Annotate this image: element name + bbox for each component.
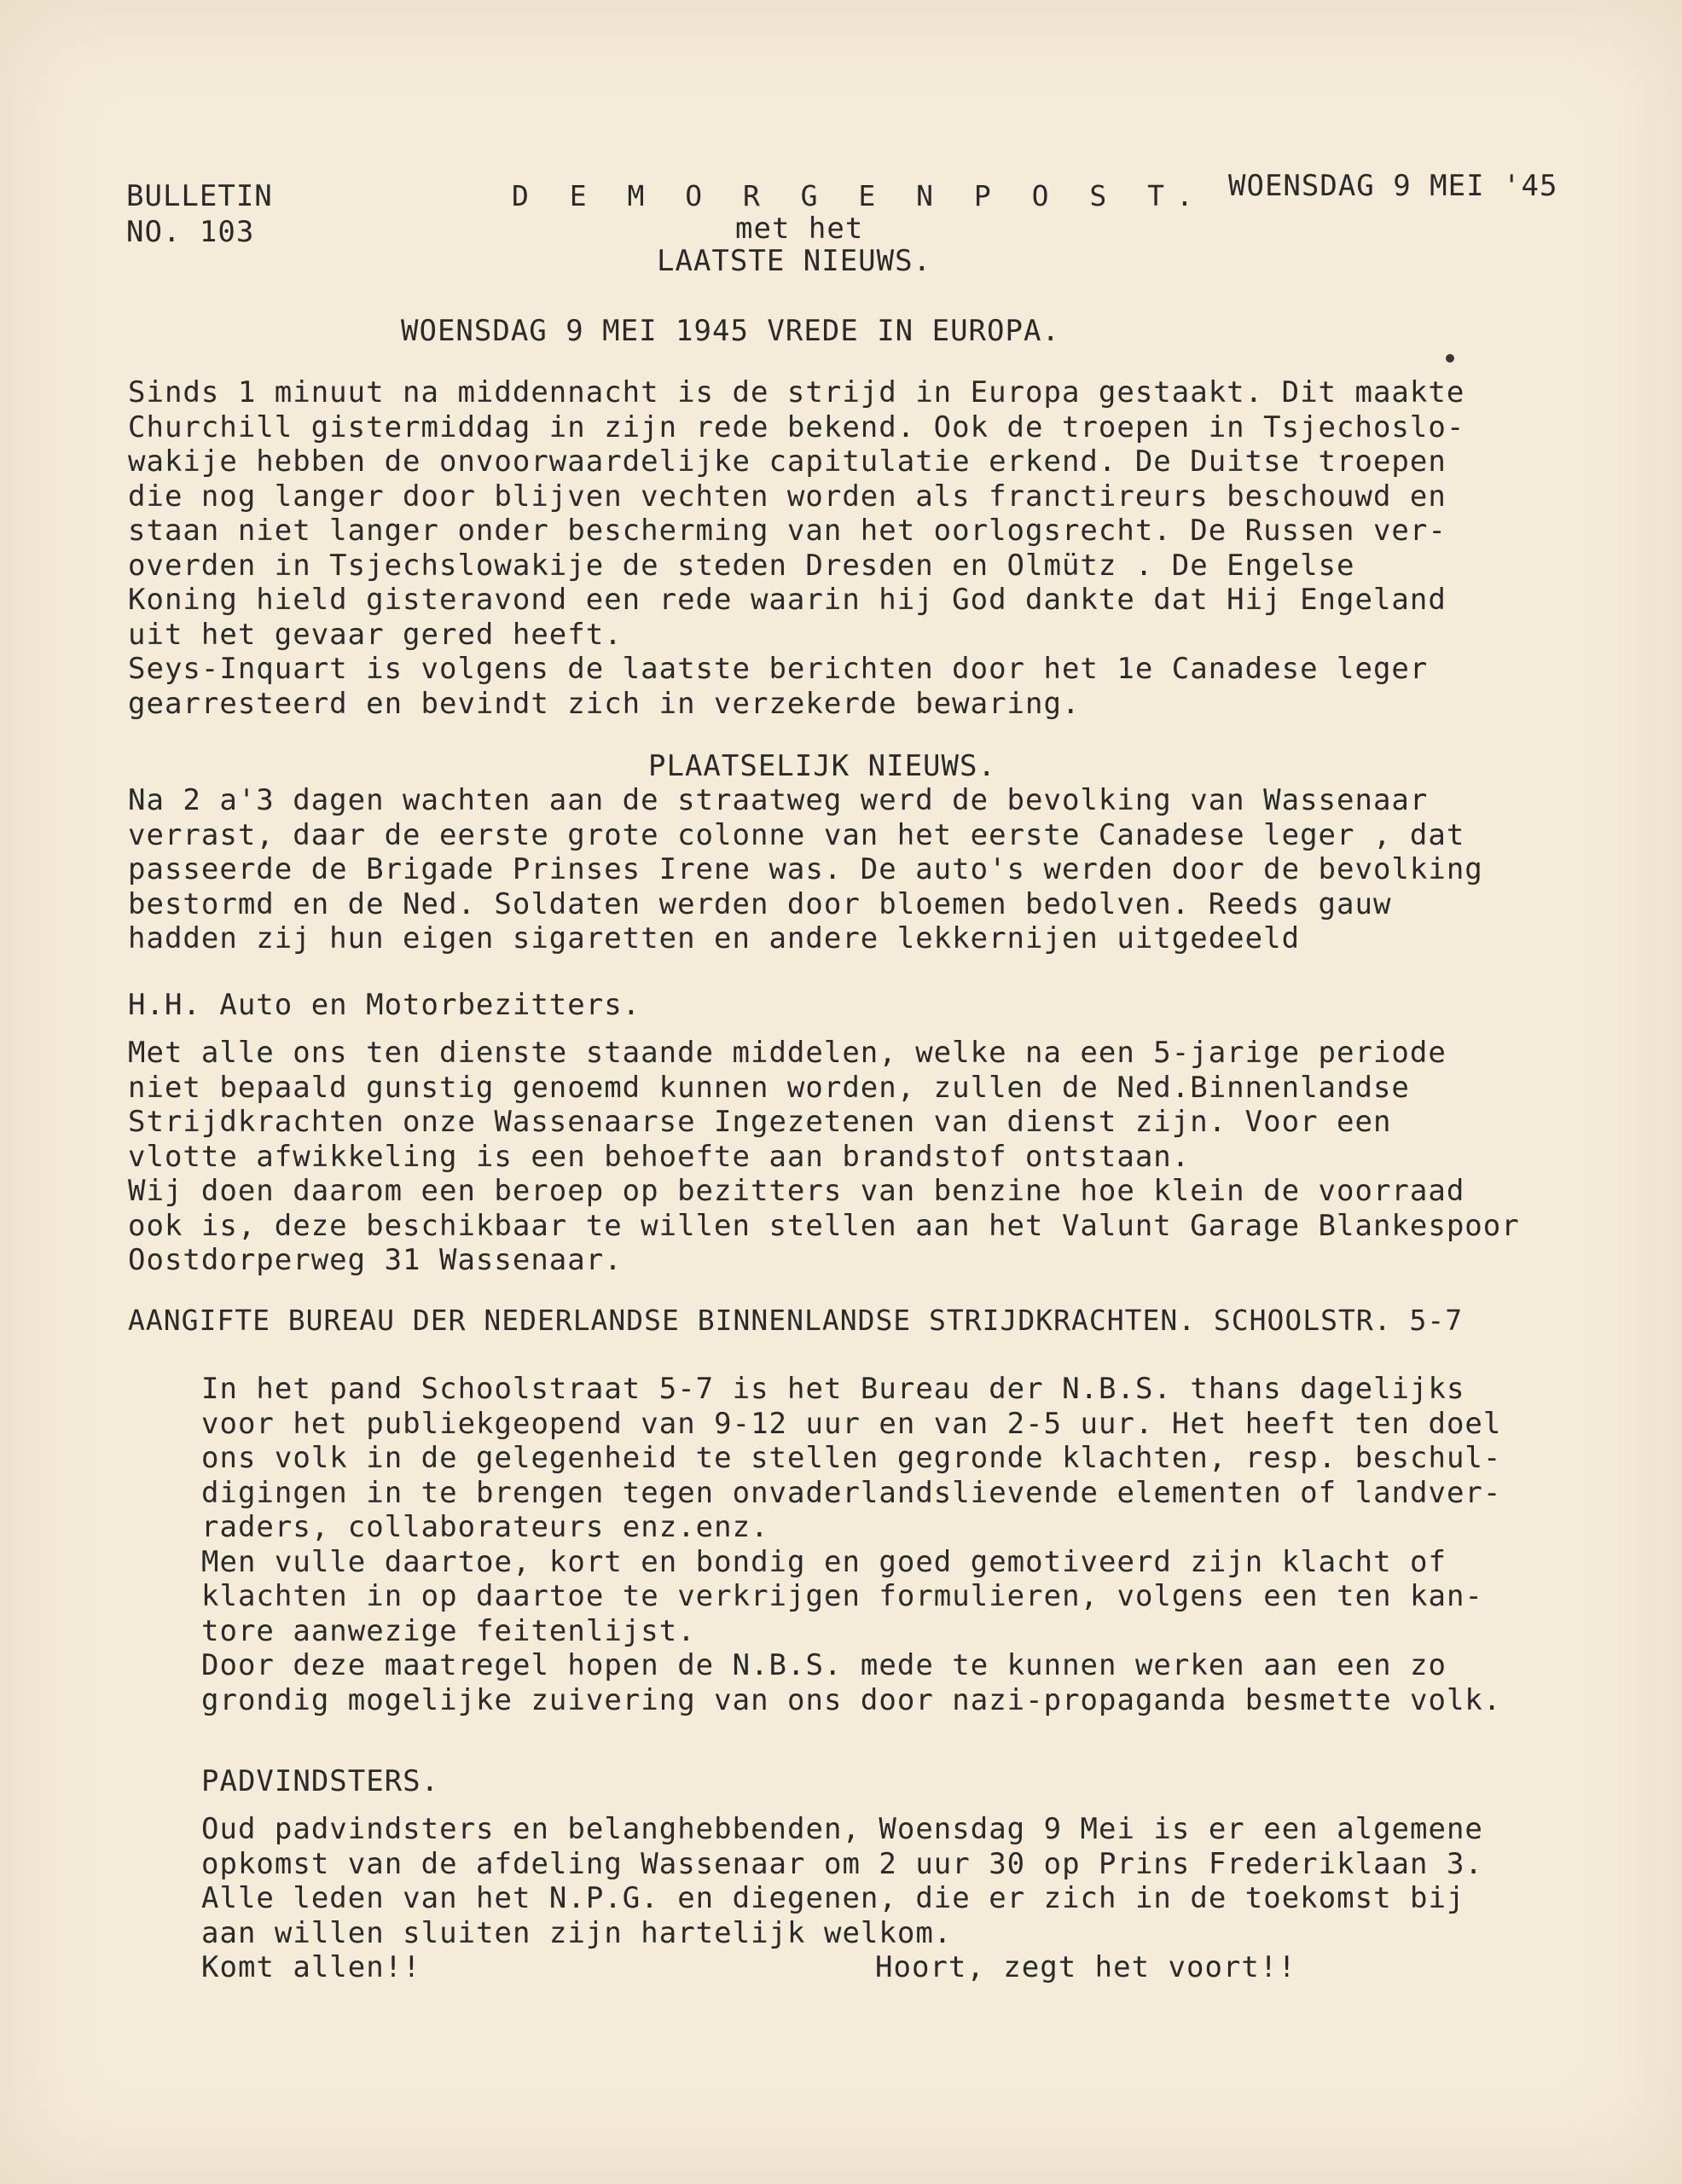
article-line: hadden zij hun eigen sigaretten en andere lekkernijen uitgedeeld	[128, 921, 1301, 956]
article-line: die nog langer door blijven vechten worden als franctireurs beschouwd en	[128, 479, 1447, 514]
masthead-date: WOENSDAG 9 MEI '45	[1228, 169, 1558, 203]
article-line: Door deze maatregel hopen de N.B.S. mede te kunnen werken aan een zo	[201, 1648, 1447, 1682]
bureau-heading: AANGIFTE BUREAU DER NEDERLANDSE BINNENLANDSE STRIJDKRACHTEN. SCHOOLSTR. 5-7	[128, 1304, 1464, 1337]
article-line: klachten in op daartoe te verkrijgen formulieren, volgens een ten kan-	[201, 1579, 1483, 1613]
scouts-body	[201, 1812, 1483, 1950]
ink-mark	[1446, 354, 1454, 363]
newspaper-subtitle-1: met het	[735, 212, 864, 246]
scouts-closing-left: Komt allen!!	[201, 1950, 421, 1984]
auto-owners-body	[128, 1036, 1520, 1278]
bulletin-label: BULLETIN	[126, 179, 273, 213]
newspaper-title: D E M O R G E N P O S T.	[512, 179, 1205, 212]
article-line: wakije hebben de onvoorwaardelijke capitulatie erkend. De Duitse troepen	[128, 444, 1447, 479]
article-line: Men vulle daartoe, kort en bondig en goed gemotiveerd zijn klacht of	[201, 1544, 1447, 1579]
article-line: Alle leden van het N.P.G. en diegenen, die er zich in de toekomst bij	[201, 1881, 1465, 1915]
article-line: Oostdorperweg 31 Wassenaar.	[128, 1243, 623, 1277]
article-line: Churchill gistermiddag in zijn rede bekend. Ook de troepen in Tsjechoslo-	[128, 410, 1465, 444]
article-line: bestormd en de Ned. Soldaten werden door bloemen bedolven. Reeds gauw	[128, 886, 1392, 921]
local-news-body	[128, 783, 1483, 956]
article-line: overden in Tsjechslowakije de steden Dresden en Olmütz . De Engelse	[128, 548, 1355, 583]
article-line: uit het gevaar gered heeft.	[128, 617, 623, 652]
scouts-closing-right: Hoort, zegt het voort!!	[875, 1950, 1296, 1984]
bulletin-number: NO. 103	[126, 215, 255, 249]
article-line: ook is, deze beschikbaar te willen stellen aan het Valunt Garage Blankespoor	[128, 1208, 1520, 1243]
headline: WOENSDAG 9 MEI 1945 VREDE IN EUROPA.	[401, 314, 1060, 348]
article-peace	[128, 375, 1464, 721]
article-line: staan niet langer onder bescherming van het oorlogsrecht. De Russen ver-	[128, 514, 1447, 548]
article-line: digingen in te brengen tegen onvaderlandslievende elementen of landver-	[201, 1475, 1502, 1510]
article-line: Koning hield gisteravond een rede waarin hij God dankte dat Hij Engeland	[128, 583, 1447, 617]
article-line: voor het publiekgeopend van 9-12 uur en van 2-5 uur. Het heeft ten doel	[201, 1406, 1502, 1441]
newspaper-subtitle-2: LAATSTE NIEUWS.	[657, 244, 932, 278]
article-line: niet bepaald gunstig genoemd kunnen worden, zullen de Ned.Binnenlandse	[128, 1070, 1410, 1105]
auto-owners-heading: H.H. Auto en Motorbezitters.	[128, 988, 641, 1022]
article-line: gearresteerd en bevindt zich in verzekerde bewaring.	[128, 686, 1081, 721]
local-news-heading: PLAATSELIJK NIEUWS.	[648, 749, 996, 783]
article-line: raders, collaborateurs enz.enz.	[201, 1510, 769, 1544]
article-line: opkomst van de afdeling Wassenaar om 2 uur 30 op Prins Frederiklaan 3.	[201, 1846, 1483, 1881]
article-line: Wij doen daarom een beroep op bezitters van benzine hoe klein de voorraad	[128, 1174, 1465, 1208]
scouts-heading: PADVINDSTERS.	[201, 1764, 440, 1798]
article-line: Oud padvindsters en belanghebbenden, Woensdag 9 Mei is er een algemene	[201, 1812, 1483, 1846]
bureau-body	[201, 1372, 1501, 1717]
article-line: In het pand Schoolstraat 5-7 is het Bureau der N.B.S. thans dagelijks	[201, 1372, 1465, 1406]
article-line: verrast, daar de eerste grote colonne van het eerste Canadese leger , dat	[128, 817, 1465, 852]
article-line: aan willen sluiten zijn hartelijk welkom.	[201, 1915, 953, 1950]
article-line: Sinds 1 minuut na middennacht is de strijd in Europa gestaakt. Dit maakte	[128, 375, 1465, 410]
article-line: grondig mogelijke zuivering van ons door nazi-propaganda besmette volk.	[201, 1682, 1502, 1717]
article-line: Strijdkrachten onze Wassenaarse Ingezetenen van dienst zijn. Voor een	[128, 1105, 1392, 1139]
article-line: tore aanwezige feitenlijst.	[201, 1613, 696, 1648]
article-line: Na 2 a'3 dagen wachten aan de straatweg werd de bevolking van Wassenaar	[128, 783, 1429, 817]
article-line: passeerde de Brigade Prinses Irene was. De auto's werden door de bevolking	[128, 852, 1483, 886]
article-line: Met alle ons ten dienste staande middelen, welke na een 5-jarige periode	[128, 1036, 1447, 1070]
article-line: ons volk in de gelegenheid te stellen gegronde klachten, resp. beschul-	[201, 1441, 1502, 1475]
article-line: Seys-Inquart is volgens de laatste berichten door het 1e Canadese leger	[128, 652, 1429, 686]
article-line: vlotte afwikkeling is een behoefte aan brandstof ontstaan.	[128, 1139, 1191, 1174]
